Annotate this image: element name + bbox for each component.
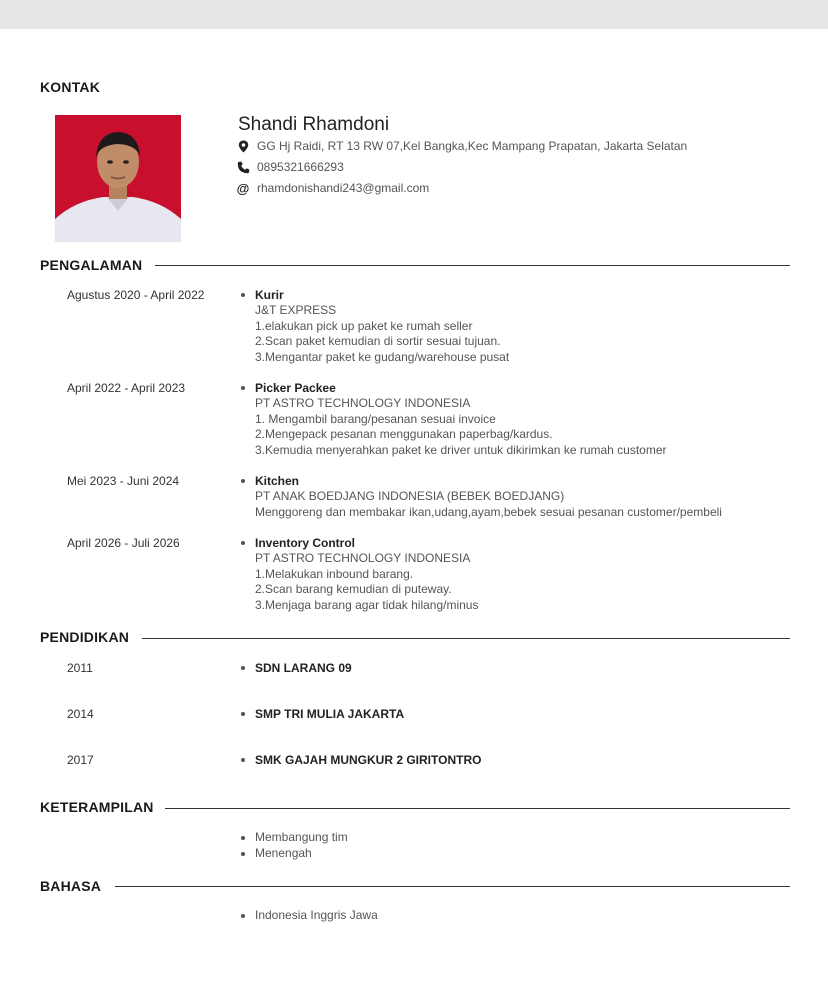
experience-period: April 2022 - April 2023 (67, 381, 186, 395)
experience-line: J&T EXPRESS (255, 303, 337, 317)
skill-item: Menengah (255, 846, 312, 860)
experience-line: Menggoreng dan membakar ikan,udang,ayam,bebek sesuai pesanan customer/pembeli (255, 504, 722, 519)
experience-line: 2.Scan paket kemudian di sortir sesuai tujuan. (255, 334, 501, 348)
education-school: SDN LARANG 09 (255, 661, 352, 675)
section-title-pengalaman: PENGALAMAN (40, 257, 143, 273)
section-title-bahasa: BAHASA (40, 878, 102, 894)
bullet (241, 712, 245, 716)
contact-address: GG Hj Raidi, RT 13 RW 07,Kel Bangka,Kec Mampang Prapatan, Jakarta Selatan (257, 139, 688, 153)
section-title-pendidikan: PENDIDIKAN (40, 629, 130, 645)
location-pin-icon (236, 139, 250, 153)
experience-line: PT ANAK BOEDJANG INDONESIA (BEBEK BOEDJANG) (255, 489, 565, 503)
profile-photo (55, 115, 181, 242)
bullet (241, 758, 245, 762)
bullet (241, 479, 245, 483)
section-divider (142, 638, 790, 639)
experience-line: 3.Kemudia menyerahkan paket ke driver untuk dikirimkan ke rumah customer (255, 442, 667, 457)
section-title-kontak: KONTAK (40, 79, 101, 95)
section-divider (115, 886, 790, 887)
experience-period: Mei 2023 - Juni 2024 (67, 474, 180, 488)
education-school: SMK GAJAH MUNGKUR 2 GIRITONTRO (255, 753, 482, 767)
experience-period: April 2026 - Juli 2026 (67, 536, 180, 550)
bullet (241, 914, 245, 918)
section-title-keterampilan: KETERAMPILAN (40, 799, 154, 815)
experience-line: 3.Mengantar paket ke gudang/warehouse pusat (255, 349, 510, 364)
experience-line: PT ASTRO TECHNOLOGY INDONESIA (255, 551, 471, 565)
experience-line: 3.Menjaga barang agar tidak hilang/minus (255, 597, 479, 612)
skill-item: Membangung tim (255, 830, 348, 844)
experience-period: Agustus 2020 - April 2022 (67, 288, 205, 302)
bullet (241, 293, 245, 297)
bullet (241, 541, 245, 545)
contact-phone-row (236, 160, 344, 174)
experience-line: 1. Mengambil barang/pesanan sesuai invoice (255, 411, 496, 426)
bullet (241, 836, 245, 840)
top-status-bar (0, 0, 828, 29)
experience-title: Picker Packee (255, 381, 336, 395)
contact-email: rhamdonishandi243@gmail.com (257, 181, 430, 195)
experience-line: PT ASTRO TECHNOLOGY INDONESIA (255, 396, 471, 410)
experience-title: Inventory Control (255, 536, 356, 550)
bullet (241, 852, 245, 856)
contact-email-row (236, 181, 429, 195)
experience-line: 1.elakukan pick up paket ke rumah seller (255, 318, 473, 333)
language-item: Indonesia Inggris Jawa (255, 908, 378, 922)
section-divider (165, 808, 790, 809)
experience-line: 2.Mengepack pesanan menggunakan paperbag/kardus. (255, 427, 553, 441)
education-school: SMP TRI MULIA JAKARTA (255, 707, 405, 721)
bullet (241, 386, 245, 390)
experience-title: Kitchen (255, 474, 300, 488)
phone-icon (236, 160, 250, 174)
contact-phone: 0895321666293 (257, 160, 344, 174)
section-divider (155, 265, 790, 266)
bullet (241, 666, 245, 670)
experience-title: Kurir (255, 288, 284, 302)
education-year: 2014 (67, 707, 94, 721)
education-year: 2011 (67, 661, 93, 675)
at-sign-icon: @ (236, 180, 250, 196)
education-year: 2017 (67, 753, 94, 767)
experience-line: 2.Scan barang kemudian di puteway. (255, 582, 452, 596)
profile-name: Shandi Rhamdoni (238, 114, 390, 135)
contact-address-row (236, 139, 687, 153)
experience-line: 1.Melakukan inbound barang. (255, 566, 414, 581)
